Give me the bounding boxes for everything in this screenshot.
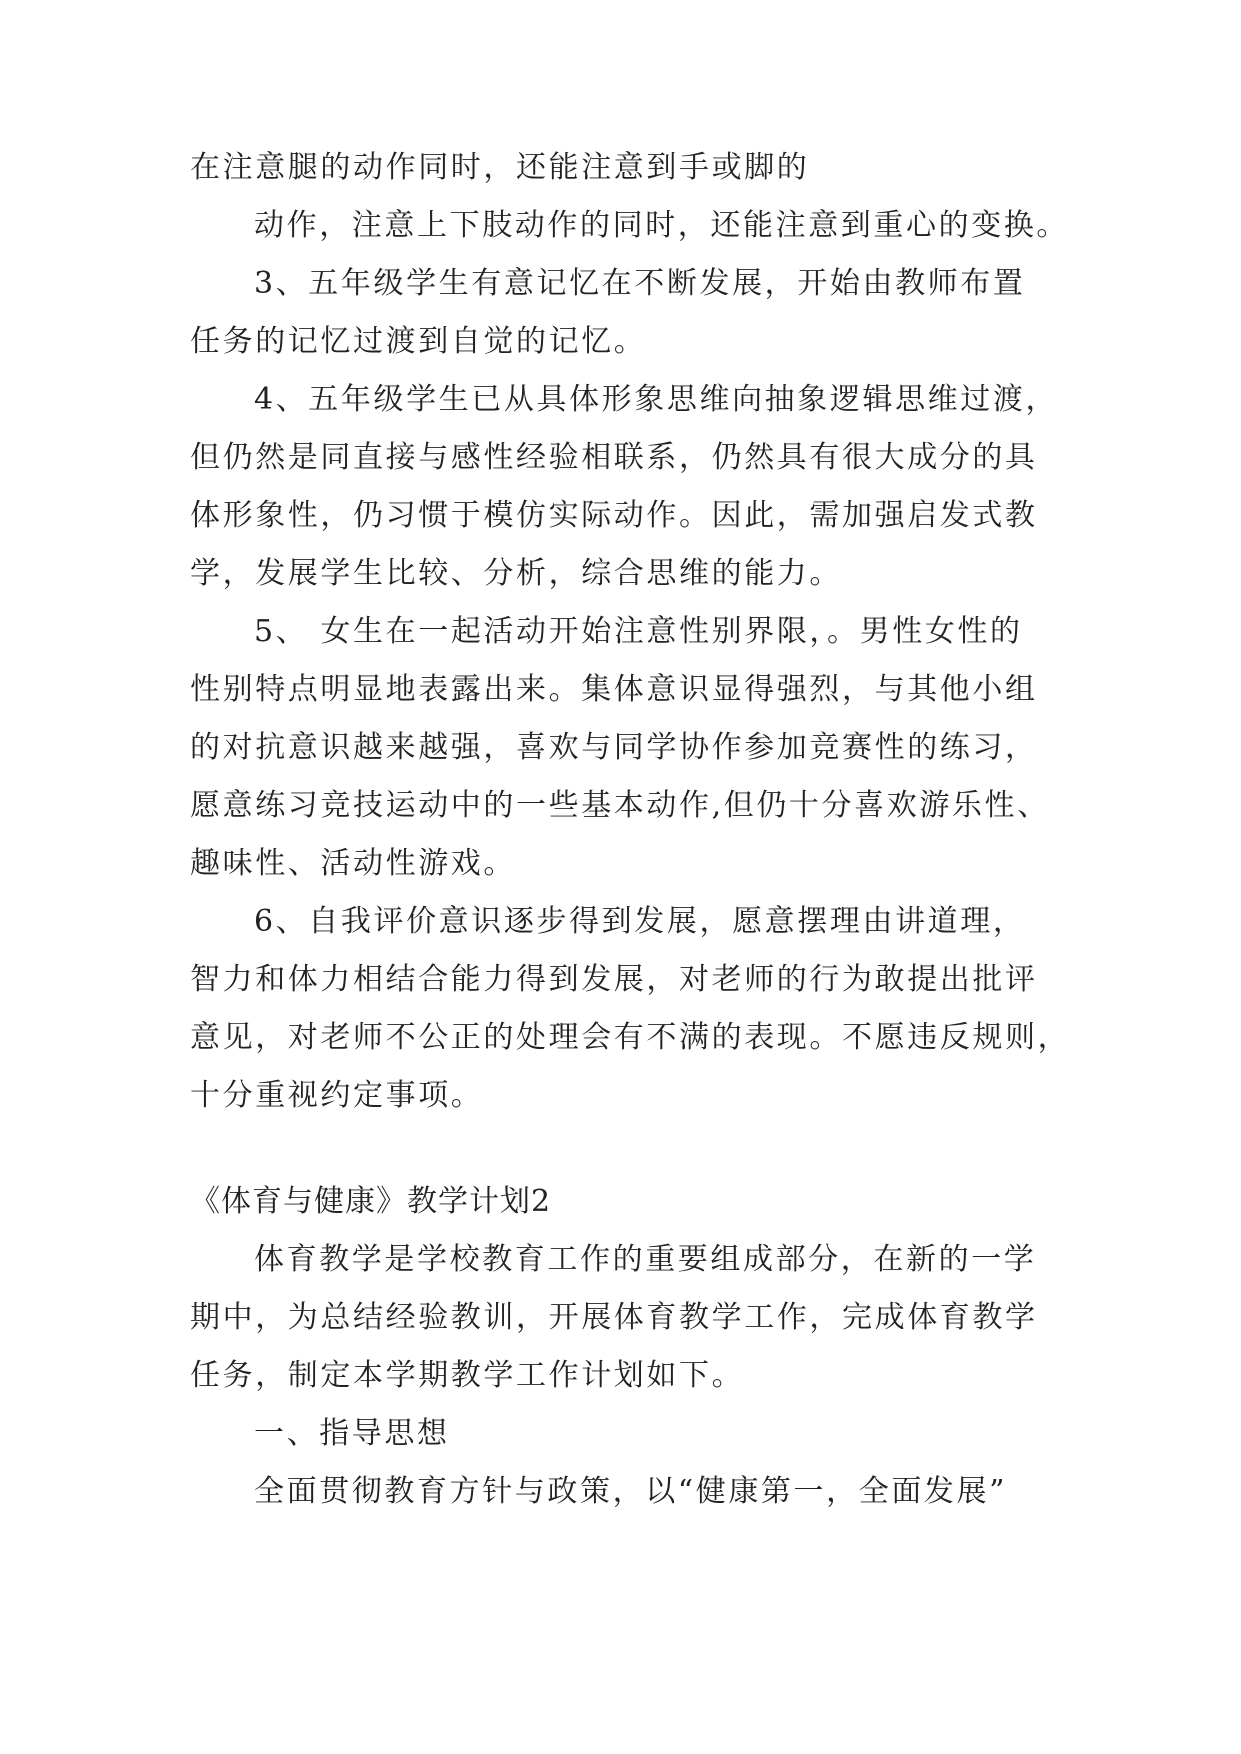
text-line-5: 4、五年级学生已从具体形象思维向抽象逻辑思维过渡， bbox=[254, 382, 1059, 417]
text-line-3: 3、五年级学生有意记忆在不断发展，开始由教师布置 bbox=[254, 266, 1026, 301]
text-line-15: 智力和体力相结合能力得到发展，对老师的行为敢提出批评 bbox=[190, 962, 1038, 997]
text-line-16: 意见，对老师不公正的处理会有不满的表现。不愿违反规则， bbox=[190, 1020, 1071, 1055]
text-line-9: 5、 女生在一起活动开始注意性别界限，。男性女性的 bbox=[254, 614, 1023, 649]
subheading-guiding-thought: 一、指导思想 bbox=[254, 1416, 450, 1451]
text-line-7: 体形象性，仍习惯于模仿实际动作。因此，需加强启发式教 bbox=[190, 498, 1038, 533]
text-line-1: 在注意腿的动作同时，还能注意到手或脚的 bbox=[190, 150, 810, 185]
text-line-4: 任务的记忆过渡到自觉的记忆。 bbox=[190, 324, 647, 359]
text-line-23: 全面贯彻教育方针与政策，以“健康第一，全面发展” bbox=[254, 1474, 1008, 1509]
text-line-8: 学，发展学生比较、分析，综合思维的能力。 bbox=[190, 556, 842, 591]
text-line-14: 6、自我评价意识逐步得到发展，愿意摆理由讲道理， bbox=[254, 904, 1026, 939]
text-line-6: 但仍然是同直接与感性经验相联系，仍然具有很大成分的具 bbox=[190, 440, 1038, 475]
text-line-21: 任务，制定本学期教学工作计划如下。 bbox=[190, 1358, 745, 1393]
section-title: 《体育与健康》教学计划2 bbox=[190, 1184, 552, 1219]
text-line-2: 动作，注意上下肢动作的同时，还能注意到重心的变换。 bbox=[254, 208, 1069, 243]
text-line-13: 趣味性、活动性游戏。 bbox=[190, 846, 516, 881]
text-line-19: 体育教学是学校教育工作的重要组成部分，在新的一学 bbox=[254, 1242, 1037, 1277]
text-line-20: 期中，为总结经验教训，开展体育教学工作，完成体育教学 bbox=[190, 1300, 1038, 1335]
text-line-11: 的对抗意识越来越强，喜欢与同学协作参加竞赛性的练习， bbox=[190, 730, 1038, 765]
text-line-17: 十分重视约定事项。 bbox=[190, 1078, 484, 1113]
text-line-12: 愿意练习竞技运动中的一些基本动作,但仍十分喜欢游乐性、 bbox=[190, 788, 1050, 823]
text-line-10: 性别特点明显地表露出来。集体意识显得强烈，与其他小组 bbox=[190, 672, 1038, 707]
